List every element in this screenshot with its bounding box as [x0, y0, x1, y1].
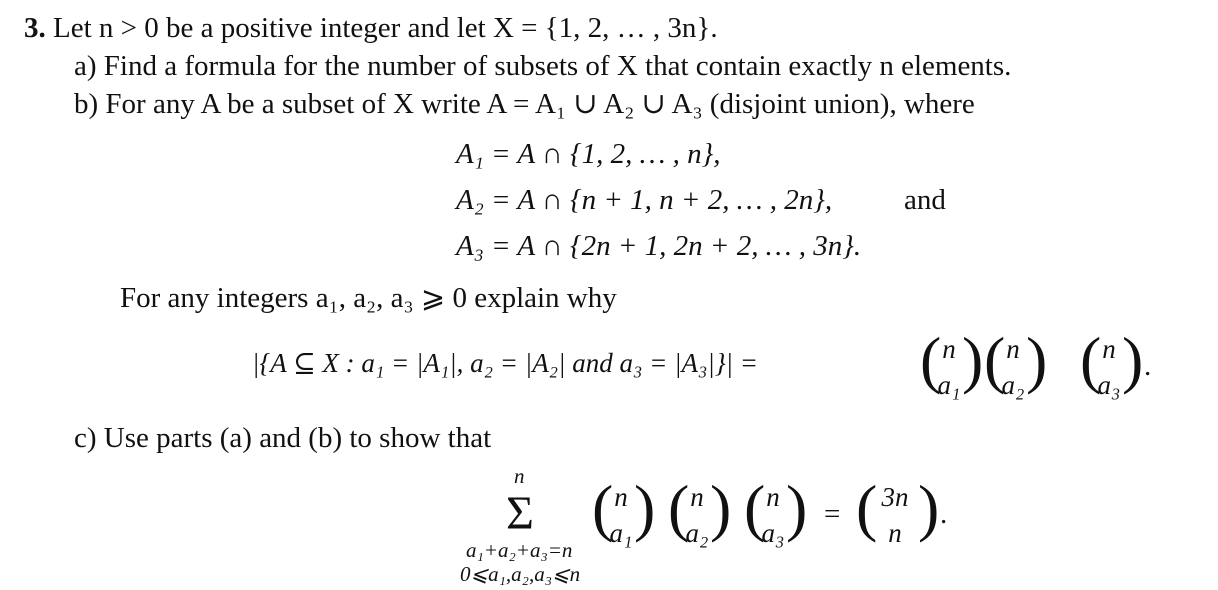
period-c: . — [940, 498, 948, 530]
binom-b-1-top: n — [942, 334, 956, 364]
equation-a1: A₁ = A ∩ {1, 2, … , n}, — [456, 138, 721, 170]
problem-number: 3. — [24, 12, 46, 44]
problem-intro: Let n > 0 be a positive integer and let X = {1, 2, … , 3n}. — [53, 12, 718, 44]
problem-intro-line — [24, 14, 718, 43]
binom-rhs-top: 3n — [881, 482, 909, 512]
part-c-text: Use parts (a) and (b) to show that — [103, 422, 492, 454]
binom-b-2-top: n — [1006, 334, 1020, 364]
sum-condition-2: 0⩽a₁,a₂,a₃⩽n — [460, 562, 581, 586]
binom-c-3-top: n — [766, 482, 780, 512]
binom-c-1-top: n — [614, 482, 628, 512]
binom-rhs: ( 3n n ) — [856, 472, 940, 548]
part-c-line — [74, 424, 491, 453]
binom-c-3-bottom: a₃ — [761, 518, 785, 548]
sum-condition-1: a₁+a₂+a₃=n — [466, 538, 573, 562]
binom-c-1: ( n a₁ ) — [592, 472, 656, 548]
binom-c-1-bottom: a₁ — [609, 518, 633, 548]
binom-b-3: ( n a₃ ) — [1080, 324, 1144, 400]
part-c-label: c) — [74, 422, 97, 454]
part-a-text: Find a formula for the number of subsets of X that contain exactly n elements. — [103, 50, 1012, 82]
equals-sign: = — [824, 498, 841, 530]
part-b-label: b) — [74, 88, 99, 120]
part-a-line — [74, 52, 1011, 81]
part-b-line — [74, 90, 975, 119]
count-lhs: |{A ⊆ X : a₁ = |A₁|, a₂ = |A₂| and a₃ = |A₃|}| = — [252, 348, 759, 378]
binom-b-3-bottom: a₃ — [1097, 370, 1121, 400]
binom-b-1: ( n a₁ ) — [920, 324, 984, 400]
part-a-label: a) — [74, 50, 97, 82]
binom-b-2: ( n a₂ ) — [984, 324, 1048, 400]
equation-a2: A₂ = A ∩ {n + 1, n + 2, … , 2n}, — [456, 184, 833, 216]
binom-b-1-bottom: a₁ — [937, 370, 961, 400]
part-b-text: For any A be a subset of X write A = A₁ ∪ A₂ ∪ A₃ (disjoint union), where — [105, 88, 975, 120]
period-b: . — [1144, 350, 1152, 382]
equation-a3: A₃ = A ∩ {2n + 1, 2n + 2, … , 3n}. — [456, 230, 862, 262]
binom-c-2-bottom: a₂ — [685, 518, 709, 548]
binom-b-2-bottom: a₂ — [1001, 370, 1025, 400]
explain-line: For any integers a₁, a₂, a₃ ⩾ 0 explain why — [120, 282, 617, 314]
equation-and: and — [904, 184, 946, 216]
sum-symbol: Σ — [506, 487, 534, 540]
binom-c-2: ( n a₂ ) — [668, 472, 732, 548]
binom-c-3: ( n a₃ ) — [744, 472, 808, 548]
binom-b-3-top: n — [1102, 334, 1116, 364]
binom-c-2-top: n — [690, 482, 704, 512]
sum-upper-limit: n — [514, 464, 525, 488]
binom-rhs-bottom: n — [888, 518, 902, 548]
